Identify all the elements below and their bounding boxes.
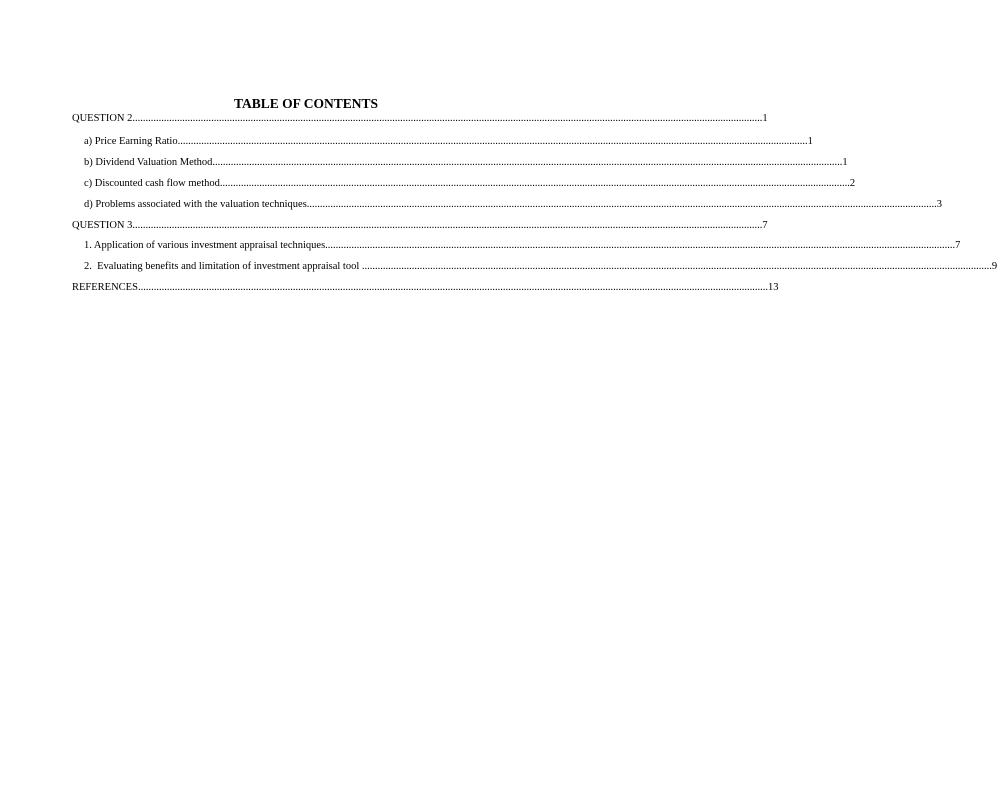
toc-entry[interactable] xyxy=(84,239,961,253)
toc-entry-page: 7 xyxy=(762,220,768,231)
toc-entry-label: QUESTION 3 xyxy=(72,220,133,231)
toc-entry-label: REFERENCES xyxy=(72,282,138,293)
toc-entry-page: 1 xyxy=(807,136,813,147)
toc-entry[interactable] xyxy=(84,260,997,274)
toc-dot-leader: ................................................................................................................................................................................................................................................ xyxy=(219,178,850,189)
toc-dot-leader: ................................................................................................................................................................................................................................................ xyxy=(132,113,763,124)
toc-entry-page: 9 xyxy=(991,261,997,272)
toc-entry-page: 7 xyxy=(955,240,961,251)
toc-entry[interactable] xyxy=(72,112,768,126)
toc-entry-label: QUESTION 2 xyxy=(72,113,133,124)
toc-entry-page: 1 xyxy=(842,157,848,168)
toc-entry-label: b) Dividend Valuation Method xyxy=(84,157,213,168)
toc-entry[interactable] xyxy=(72,281,779,295)
toc-dot-leader: ................................................................................................................................................................................................................................................ xyxy=(325,240,956,251)
toc-dot-leader: ................................................................................................................................................................................................................................................ xyxy=(132,220,763,231)
toc-dot-leader: ................................................................................................................................................................................................................................................ xyxy=(177,136,808,147)
toc-entry-page: 1 xyxy=(762,113,768,124)
toc-entry-label: d) Problems associated with the valuation techniques xyxy=(84,199,307,210)
toc-entry-label: a) Price Earning Ratio xyxy=(84,136,178,147)
toc-entry-page: 13 xyxy=(767,282,779,293)
toc-entry[interactable] xyxy=(72,219,768,233)
toc-dot-leader: ................................................................................................................................................................................................................................................ xyxy=(212,157,843,168)
toc-entry[interactable] xyxy=(84,198,943,212)
toc-entry[interactable] xyxy=(84,135,813,149)
toc-title: TABLE OF CONTENTS xyxy=(233,96,379,111)
toc-dot-leader: ................................................................................................................................................................................................................................................ xyxy=(137,282,768,293)
toc-entry-page: 2 xyxy=(849,178,856,189)
toc-entry[interactable] xyxy=(84,177,856,191)
toc-entry-label: c) Discounted cash flow method xyxy=(84,178,220,189)
toc-dot-leader: ................................................................................................................................................................................................................................................ xyxy=(306,199,937,210)
toc-entry-label: 2. Evaluating benefits and limitation of investment appraisal tool xyxy=(84,261,362,272)
toc-dot-leader: ................................................................................................................................................................................................................................................ xyxy=(361,261,992,272)
toc-entry[interactable] xyxy=(84,156,848,170)
toc-entry-page: 3 xyxy=(936,199,943,210)
toc-entry-label: 1. Application of various investment appraisal techniques xyxy=(84,240,326,251)
